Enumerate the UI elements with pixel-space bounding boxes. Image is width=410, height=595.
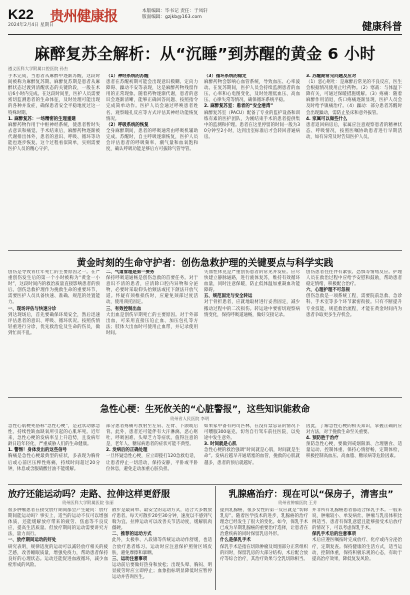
article3-column xyxy=(106,424,198,482)
paragraph: 对于骨折患者，应就地取材进行妥善固定，减少搬动过程中的二次损伤。转运途中要密切观察病情变化，保持呼吸道通畅，做好交接记录。 xyxy=(204,300,300,318)
paper-logo: 贵州健康报 xyxy=(50,9,118,25)
editors-line: 本版编辑：毕书记 责任：于凤轩 xyxy=(142,9,208,14)
paragraph: 急性心肌梗死俗称“急性心梗”，是冠状动脉急性、持续性缺血缺氧所引起的心肌坏死。近年来，急性心梗的发病率呈上升趋势，且发病年龄日趋年轻化，严重威胁人们的生命健康。 xyxy=(8,424,100,448)
subheading: 保乳手术后的注意事项 xyxy=(312,532,356,538)
article4-column xyxy=(8,508,108,590)
paragraph: 部分患者疼痛可放射至左肩、左臂、下颌或后背。此外，患者还可能伴有大汗淋漓、恶心呕吐、呼吸困难、头晕乏力等症状。值得注意的是，老年人、糖尿病患者的症状可能不典型。 xyxy=(106,424,198,448)
article4-column xyxy=(112,508,212,590)
page-number: K22 xyxy=(8,6,34,22)
paragraph: 研究表明，规律适度的运动可以减轻放疗相关的疲乏感，改善睡眠质量，增强免疫力，帮助患者保持良好的心理状态。运动还能促进血液循环，减少血栓形成的风险。 xyxy=(8,544,108,568)
paragraph: 麻醉复苏室（PACU）配备了专业的监护设备和训练有素的医护团队，为刚结束手术的患者提供集中的监测和护理。患者在这里停留的时间一般为30分钟至2小时，达到出室标准后才会转回普通病房。 xyxy=(204,110,300,140)
article2-headline: 黄金时刻的生命守护者：创伤急救护理的关键要点与科学实践 xyxy=(76,258,334,269)
paragraph: 并非所有乳腺癌患者都适合保乳手术。一般来说，肿瘤较小、单发病灶、肿瘤与乳房体积比例适当、患者有保乳意愿且能够接受术后放疗的情况下，可以考虑保乳手术。 xyxy=(312,508,402,532)
article5-column xyxy=(312,508,402,590)
issue-date: 2024年2月4日 星期日 xyxy=(8,23,54,28)
editors-info xyxy=(142,9,208,21)
paragraph: 预防急性心梗，要做到戒烟限酒、合理膳食、适量运动、控制体重、保持心情舒畅，定期体检，积极控制高血压、高血脂、糖尿病等危险因素。 xyxy=(306,442,402,460)
article3-column xyxy=(306,424,402,482)
paragraph: 患者在苏醒初期可能会出现意识模糊、定向力障碍、躁动不安等表现，这是麻醉药物残留作用的正常现象。随着药物逐渐代谢，患者的意识会逐渐清晰，能够正确回答问题、按照指令完成简单动作。医护人员会通过呼唤患者姓名、观察瞳孔反应等方式评估其神经功能恢复情况。 xyxy=(106,80,198,122)
paragraph: 创伤患者往往伴有紧张、恐惧等情绪反应。护理人员在救治过程中应给予安慰和鼓励，帮助患者稳定情绪，积极配合治疗。 xyxy=(306,270,402,288)
paragraph: 保乳手术是指在切除肿瘤及周围部分正常组织的同时，保留乳房的大部分结构，术后配合放疗等综合治疗，其治疗效果与全乳切除相当。 xyxy=(220,544,308,562)
paragraph: 创伤急救是一项系统工程，需要院前急救、急诊科、手术室等多个环节紧密衔接。只有不断提升专业技能，规范救治流程，才能在黄金时间内为患者争取更多生存机会。 xyxy=(306,294,402,318)
paragraph: 因此，了解急性心梗的相关知识，掌握正确的应对方法，对于挽救生命至关重要。 xyxy=(306,424,402,436)
article1-column xyxy=(106,74,198,246)
paragraph: 术后应遵医嘱按时完成放疗、化疗或内分泌治疗，定期复查。保持健康的生活方式，适当运动，控制体重，保持积极乐观的心态，有助于提高治疗效果，降低复发风险。 xyxy=(312,538,402,562)
subheading: 1. 麻醉复苏：一场精密的生理重建 xyxy=(8,116,76,122)
paragraph: 到达现场后，首先要确保环境安全，然后迅速评估患者的意识、呼吸、循环状况。按照伤情轻重进行分诊，优先救治危及生命的伤员，做到忙而不乱。 xyxy=(8,312,100,336)
subheading: 2. 麻醉复苏室：患者的“安全港湾” xyxy=(204,104,274,110)
article4-byline: 贵州医科大学附属医院 张丽 xyxy=(62,500,114,505)
article3-column xyxy=(204,424,300,482)
paragraph: 运动前后要做好热身和放松；出现头晕、胸闷、明显疲劳时应立即停止；血象指标明显降低时应暂停运动并咨询医生。 xyxy=(112,562,212,581)
article5-byline: 贵州省肿瘤医院 王芳 xyxy=(278,500,318,505)
article3-column xyxy=(8,424,100,482)
masthead-divider xyxy=(8,34,402,35)
subheading: 3. 苏醒期常见问题及应对 xyxy=(306,74,357,79)
editors-line: 版面编辑：gzjkb@163.com xyxy=(142,15,202,21)
paragraph: 一旦怀疑急性心梗，应立即拨打120急救电话，让患者停止一切活动，保持安静，平卧或半卧位休息，避免走动加重心脏负担。 xyxy=(106,454,198,472)
paragraph: 手术完成，当患者从麻醉中逐渐苏醒，这段时间被称为麻醉复苏期。麻醉复苏期是患者从麻醉状态过渡到清醒状态的关键阶段，一般在术后6小时内完成。在这段时间里，医护人员需要密切监测患者的生命体征，及时处理可能出现的各种并发症，确保患者安全平稳地度过这一特殊时期。 xyxy=(8,74,100,116)
article2-column xyxy=(306,270,402,394)
paragraph: 如果家中备有阿司匹林，在没有禁忌证的情况下可嚼服300毫克。切勿自行驾车前往医院，以免途中发生意外。 xyxy=(204,424,300,442)
paragraph: 麻醉药物作用于中枢神经系统，使患者暂时失去意识和痛觉。手术结束后，麻醉药物逐渐被代谢排出体外，患者的意识、呼吸、循环等功能也逐步恢复。这个过程看似简单，实则需要医护人员的精心守护。 xyxy=(8,122,100,153)
section-divider xyxy=(8,250,402,251)
article2-column xyxy=(204,270,300,394)
article2-column xyxy=(106,270,198,394)
section-divider xyxy=(8,484,402,485)
section-title: 健康科普 xyxy=(362,22,402,33)
paragraph: 急性心梗的救治强调“时间就是心肌，时间就是生命”。发病后越早开通堵塞的血管，挽救的心肌就越多，患者的预后就越好。 xyxy=(204,448,300,466)
article5-column xyxy=(220,508,308,590)
paragraph: 全身麻醉期间，患者的呼吸通常由呼吸机辅助完成。苏醒时，自主呼吸逐渐恢复，医护人员会评估患者的呼吸频率、潮气量和血氧饱和度，确认呼吸功能足够后方可拔除气管导管。 xyxy=(106,128,198,153)
article2-column xyxy=(8,270,100,394)
subheading: 二、气道管理是第一要务 xyxy=(106,270,155,275)
paragraph: 散步是最简单、最安全的运动方式，适合大多数放疗患者。每天可散步20至30分钟，速度以不感到气喘为宜。拉伸运动可以改善关节活动度，缓解肌肉僵硬。 xyxy=(112,508,212,532)
article1-column xyxy=(204,74,300,246)
subheading: 4. 预防胜于治疗 xyxy=(306,436,339,442)
subheading: 4. 家属可以做些什么 xyxy=(306,116,348,122)
article1-column xyxy=(306,74,402,246)
subheading: 2. 发病后的正确处理 xyxy=(106,448,148,454)
subheading: 五、规范固定与安全转运 xyxy=(204,294,253,300)
subheading: 一、现场评估与快速分诊 xyxy=(8,306,57,312)
paragraph: 提到乳腺癌，很多女性的第一反应就是“切除乳房”。随着医学技术的进步，乳腺癌的治疗理念已经发生了很大的变化。如今，保乳手术已成为早期乳腺癌的重要治疗选择，让患者在治愈疾病的同时保留乳房外形。 xyxy=(220,508,308,538)
subheading: 什么是保乳手术 xyxy=(220,538,251,544)
subheading: （1）神经系统的苏醒 xyxy=(106,74,149,79)
article1-column xyxy=(8,74,100,246)
paragraph: 失血性休克是严重创伤患者的常见并发症。应尽快建立静脉通路，进行液体复苏，维持有效循环血量，同时注意保暖，防止低体温加重凝血功能障碍。 xyxy=(204,270,300,294)
section-divider xyxy=(8,397,402,398)
article1-headline: 麻醉复苏全解析：从“沉睡”到苏醒的黄金 6 小时 xyxy=(34,45,376,63)
subheading: 三、有效控制出血 xyxy=(106,306,142,312)
article3-byline: 贵州省人民医院 李明 xyxy=(170,416,210,421)
paragraph: 此外，太极拳、八段锦等传统运动动作舒缓，也适合放疗患者练习。运动时应注意保护照射区域皮肤，避免摩擦和暴晒。 xyxy=(112,538,212,556)
paragraph: 患者返回病房后，家属应注意观察患者的精神状态、呼吸情况，按照医嘱协助患者进行早期活动，如有异常及时告知医护人员。 xyxy=(306,122,402,140)
paragraph: 很多肿瘤患者在接受放疗期间都会产生疑问：放疗期间能运动吗？事实上，适当的运动不仅可以增强体质，还能缓解放疗带来的疲劳、焦虑等不良反应，提高生活质量。但放疗期间的运动需要讲究方法，量力而行。 xyxy=(8,508,108,538)
paragraph: 麻醉药物会影响心血管系统，导致血压、心率波动。在复苏期间，医护人员会持续监测患者的血压、心率和心电图变化，及时处理低血压、高血压、心律失常等情况，确保循环系统平稳。 xyxy=(204,80,300,104)
subheading: 三、运动注意事项 xyxy=(112,556,148,562)
subheading: （2）呼吸系统的恢复 xyxy=(106,122,149,128)
subheading: （3）循环系统的稳定 xyxy=(204,74,247,79)
subheading: 一、放疗期间运动的好处 xyxy=(8,538,57,544)
article3-headline: 急性心梗：生死攸关的“心脏警报”，这些知识能救命 xyxy=(100,405,310,415)
subheading: 1. 警惕！身体发出的这些信号 xyxy=(8,448,67,454)
subheading: 六、心理护理不可忽视 xyxy=(306,288,350,294)
article5-headline: 乳腺癌治疗：现在可以“保房子，清害虫” xyxy=(228,490,394,500)
paragraph: 创伤是导致青壮年死亡的主要原因之一。在严重创伤发生后的第一个小时被称为“黄金一小时”，这段时间内的救治质量直接影响患者的预后。创伤急救护理作为挽救生命的重要环节，需要医护人员具备快速、准确、规范的处置能力。 xyxy=(8,270,100,306)
column-divider xyxy=(215,486,216,590)
article1-byline: 遵义医科大学附属口腔医院 孙杰 xyxy=(8,66,68,71)
paragraph: 保持呼吸道通畅是创伤急救的首要任务。对于意识不清的患者，应清除口腔内异物和分泌物，必要时采取仰头抬颏法或托下颌法开放气道。怀疑有颈椎损伤时，应避免颈部过度活动，使用颈托固定。 xyxy=(106,276,198,306)
paragraph: 胸痛是急性心梗最典型的症状，多表现为胸骨后或心前区压榨性疼痛，持续时间超过20分钟，休息或含服硝酸甘油不能缓解。 xyxy=(8,454,100,472)
masthead xyxy=(8,6,402,32)
subheading: 3. 时间就是心肌 xyxy=(204,442,237,448)
subheading: 二、推荐的运动方式 xyxy=(112,532,152,538)
paragraph: （1）恶心呕吐：是麻醉后常见的不良反应，医生会根据情况使用止吐药物。（2）寒战：与体温下降有关，可通过保暖措施缓解。（3）疼痛：随着麻醉作用消退，伤口疼痛逐渐显现，医护人员会及时给予镇痛治疗。（4）躁动：部分患者苏醒时会出现躁动，需防止坠床和意外拔管。 xyxy=(306,80,402,116)
article4-headline: 放疗还能运动吗？走路、拉伸这样更舒服 xyxy=(8,490,171,500)
paragraph: 大出血是创伤早期死亡的主要原因。对于外部出血，可采用直接压迫止血、加压包扎等方法；肢体大出血时可使用止血带，并记录使用时间。 xyxy=(106,312,198,336)
